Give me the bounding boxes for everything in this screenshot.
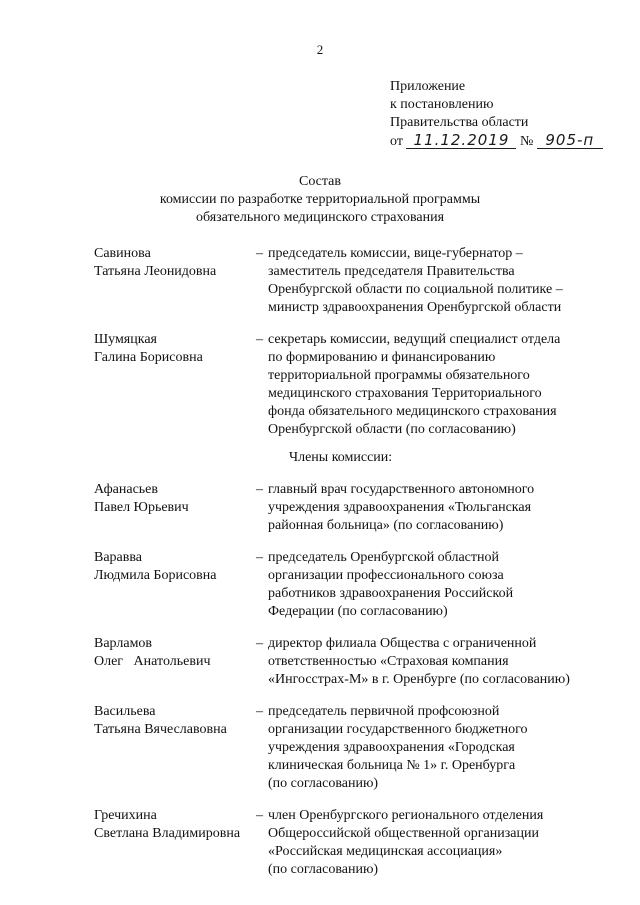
member-name-line: Людмила Борисовна bbox=[94, 568, 217, 583]
member-entry bbox=[94, 807, 594, 879]
member-position-line: председатель комиссии, вице-губернатор – bbox=[268, 246, 523, 261]
member-position-line: (по согласованию) bbox=[268, 776, 379, 791]
member-position-line: Оренбургской области по социальной политике – bbox=[268, 282, 563, 297]
member-position-line: министр здравоохранения Оренбургской области bbox=[268, 300, 562, 315]
member-name bbox=[94, 703, 256, 793]
appendix-line: Правительства области bbox=[390, 115, 529, 130]
member-position-line: заместитель председателя Правительства bbox=[268, 264, 515, 279]
member-position-line: Общероссийской общественной организации bbox=[268, 826, 539, 841]
member-position bbox=[268, 635, 594, 689]
member-name bbox=[94, 635, 256, 689]
member-position bbox=[268, 703, 594, 793]
dash-separator: – bbox=[256, 550, 263, 565]
member-position-line: организации государственного бюджетного bbox=[268, 722, 528, 737]
members-list bbox=[94, 481, 594, 879]
member-name-line: Васильева bbox=[94, 704, 156, 719]
member-position-line: клиническая больница № 1» г. Оренбурга bbox=[268, 758, 516, 773]
member-name-line: Савинова bbox=[94, 246, 151, 261]
member-position-line: учреждения здравоохранения «Городская bbox=[268, 740, 515, 755]
member-position-line: ответственностью «Страховая компания bbox=[268, 654, 509, 669]
member-name-line: Афанасьев bbox=[94, 482, 158, 497]
member-name bbox=[94, 245, 256, 317]
member-position-line: работников здравоохранения Российской bbox=[268, 586, 514, 601]
member-position-line: председатель Оренбургской областной bbox=[268, 550, 499, 565]
member-position-line: директор филиала Общества с ограниченной bbox=[268, 636, 537, 651]
member-position bbox=[268, 549, 594, 621]
member-name bbox=[94, 807, 256, 879]
member-entry bbox=[94, 331, 594, 439]
handwritten-date: 11.12.2019 bbox=[406, 132, 516, 149]
member-position-line: председатель первичной профсоюзной bbox=[268, 704, 500, 719]
dash-separator: – bbox=[256, 246, 263, 261]
member-name-line: Варавва bbox=[94, 550, 143, 565]
appendix-block bbox=[390, 78, 603, 151]
member-name-line: Татьяна Леонидовна bbox=[94, 264, 217, 279]
number-sign: № bbox=[519, 134, 534, 149]
member-entry bbox=[94, 703, 594, 793]
dash-separator: – bbox=[256, 482, 263, 497]
page-number: 2 bbox=[316, 42, 324, 57]
member-name bbox=[94, 481, 256, 535]
member-name-line: Павел Юрьевич bbox=[94, 500, 189, 515]
appendix-line: Приложение bbox=[390, 79, 466, 94]
member-name bbox=[94, 331, 256, 439]
member-position-line: медицинского страхования Территориального bbox=[268, 386, 542, 401]
member-entry bbox=[94, 481, 594, 535]
member-position bbox=[268, 245, 594, 317]
member-position-line: (по согласованию) bbox=[268, 862, 379, 877]
dash-separator: – bbox=[256, 636, 263, 651]
member-name-line: Гречихина bbox=[94, 808, 157, 823]
member-name bbox=[94, 549, 256, 621]
leaders-list bbox=[94, 245, 594, 439]
title-line: Состав bbox=[298, 174, 341, 189]
member-position-line: территориальной программы обязательного bbox=[268, 368, 530, 383]
member-name-line: Шумяцкая bbox=[94, 332, 157, 347]
member-position-line: районная больница» (по согласованию) bbox=[268, 518, 504, 533]
dash-separator: – bbox=[256, 808, 263, 823]
member-name-line: Светлана Владимировна bbox=[94, 826, 241, 841]
members-heading: Члены комиссии: bbox=[289, 450, 393, 465]
member-position-line: организации профессионального союза bbox=[268, 568, 504, 583]
handwritten-number: 905-п bbox=[537, 132, 603, 149]
member-position-line: главный врач государственного автономного bbox=[268, 482, 535, 497]
member-position bbox=[268, 331, 594, 439]
member-entry bbox=[94, 549, 594, 621]
commission-list bbox=[94, 245, 594, 893]
member-position-line: «Российская медицинская ассоциация» bbox=[268, 844, 503, 859]
member-position-line: по формированию и финансированию bbox=[268, 350, 496, 365]
member-position-line: Федерации (по согласованию) bbox=[268, 604, 448, 619]
appendix-date-line bbox=[390, 132, 603, 151]
title-line: обязательного медицинского страхования bbox=[195, 210, 445, 225]
appendix-line: к постановлению bbox=[390, 97, 494, 112]
member-position bbox=[268, 807, 594, 879]
member-entry bbox=[94, 245, 594, 317]
member-name-line: Олег Анатольевич bbox=[94, 654, 211, 669]
member-name-line: Татьяна Вячеславовна bbox=[94, 722, 227, 737]
member-position-line: Оренбургской области (по согласованию) bbox=[268, 422, 516, 437]
member-name-line: Галина Борисовна bbox=[94, 350, 203, 365]
member-entry bbox=[94, 635, 594, 689]
title-line: комиссии по разработке территориальной программы bbox=[159, 192, 481, 207]
member-position bbox=[268, 481, 594, 535]
member-position-line: член Оренбургского регионального отделения bbox=[268, 808, 544, 823]
member-position-line: учреждения здравоохранения «Тюльганская bbox=[268, 500, 532, 515]
member-position-line: фонда обязательного медицинского страхования bbox=[268, 404, 557, 419]
from-label: от bbox=[390, 134, 403, 149]
member-position-line: секретарь комиссии, ведущий специалист отдела bbox=[268, 332, 561, 347]
document-title bbox=[0, 173, 640, 227]
dash-separator: – bbox=[256, 332, 263, 347]
member-name-line: Варламов bbox=[94, 636, 153, 651]
dash-separator: – bbox=[256, 704, 263, 719]
member-position-line: «Ингосстрах-М» в г. Оренбурге (по согласованию) bbox=[268, 672, 570, 687]
